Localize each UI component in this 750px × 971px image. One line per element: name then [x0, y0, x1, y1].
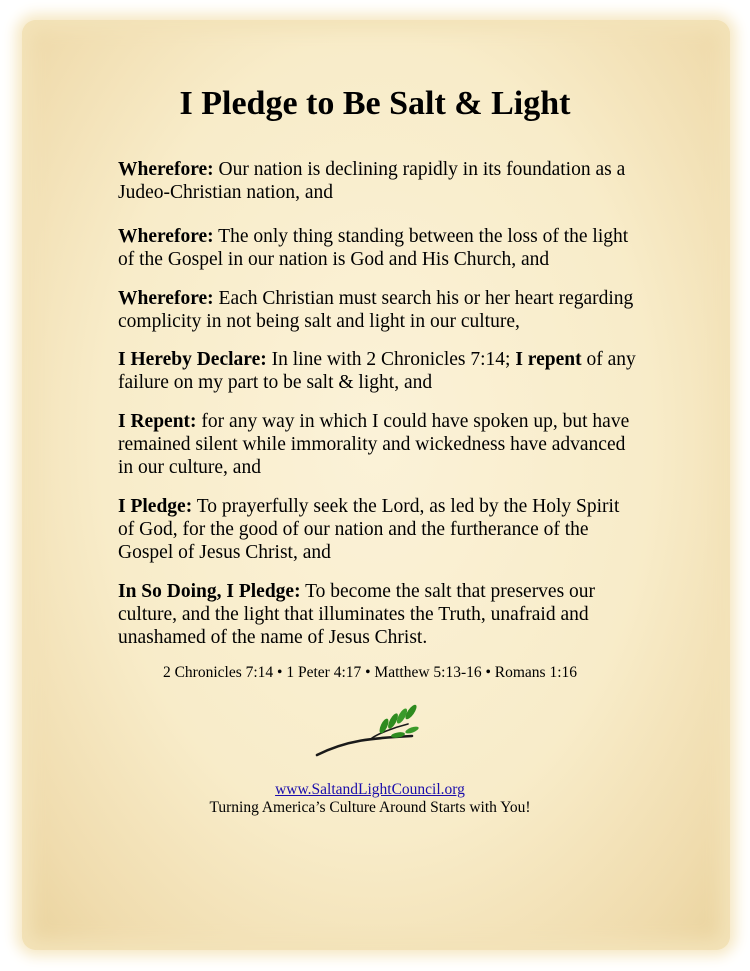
pledge-paragraph-5	[118, 410, 638, 479]
paragraph-label: In So Doing, I Pledge:	[118, 581, 301, 602]
paragraph-label-repent: I repent	[515, 349, 582, 370]
page-title: I Pledge to Be Salt & Light	[179, 85, 571, 122]
pledge-paragraph-4	[118, 348, 638, 394]
paragraph-text: Our nation is declining rapidly in its foundation as a Judeo-Christian nation, and	[118, 159, 626, 203]
paragraph-label: I Pledge:	[118, 496, 193, 517]
paragraph-text: The only thing standing between the loss of the light of the Gospel in our nation is God and His Church, and	[118, 226, 629, 270]
paragraph-label: I Hereby Declare:	[118, 349, 267, 370]
pledge-paragraph-3	[118, 287, 638, 333]
paragraph-text: To become the salt that preserves our culture, and the light that illuminates the Truth, unafraid and unashamed of the name of Jesus Christ.	[118, 581, 596, 648]
scripture-references: 2 Chronicles 7:14 • 1 Peter 4:17 • Matthew 5:13-16 • Romans 1:16	[162, 664, 578, 681]
paragraph-text: To prayerfully seek the Lord, as led by the Holy Spirit of God, for the good of our nation and the furtherance of the Gospel of Jesus Christ, and	[118, 496, 620, 563]
paragraph-text: for any way in which I could have spoken up, but have remained silent while immorality and wickedness have advanced in our culture, and	[118, 411, 630, 478]
olive-branch-icon	[312, 700, 432, 760]
pledge-paragraph-6	[118, 495, 638, 564]
pledge-paragraph-7	[118, 580, 638, 649]
paragraph-text: Each Christian must search his or her heart regarding complicity in not being salt and light in our culture,	[118, 288, 634, 332]
paragraph-label: Wherefore:	[118, 288, 214, 309]
paragraph-label: Wherefore:	[118, 159, 214, 180]
paragraph-text: of any failure on my part to be salt & light, and	[118, 349, 636, 393]
website-link-container	[0, 780, 740, 800]
pledge-paragraph-2	[118, 225, 638, 271]
paragraph-label: I Repent:	[118, 411, 197, 432]
pledge-paragraph-1	[118, 158, 638, 204]
paragraph-text: In line with 2 Chronicles 7:14;	[266, 349, 516, 370]
tagline: Turning America’s Culture Around Starts with You!	[209, 799, 531, 816]
paragraph-label: Wherefore:	[118, 226, 214, 247]
website-link[interactable]: www.SaltandLightCouncil.org	[275, 781, 465, 798]
